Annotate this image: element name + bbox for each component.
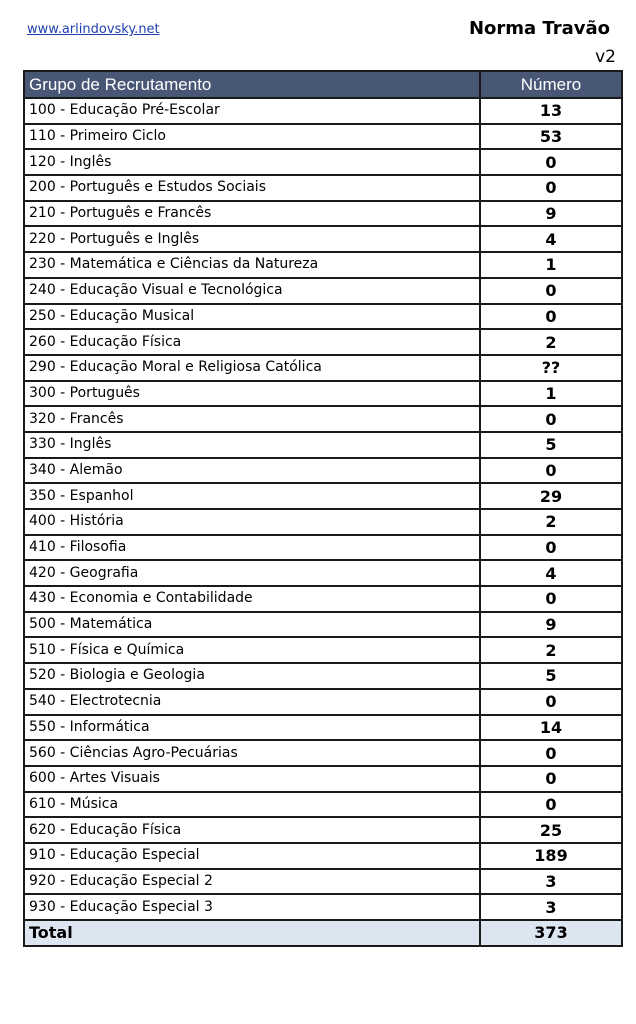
total-value: 373 xyxy=(480,920,622,946)
group-cell: 250 - Educação Musical xyxy=(24,304,480,330)
group-cell: 430 - Economia e Contabilidade xyxy=(24,586,480,612)
number-cell: 0 xyxy=(480,278,622,304)
group-cell: 200 - Português e Estudos Sociais xyxy=(24,175,480,201)
group-cell: 920 - Educação Especial 2 xyxy=(24,869,480,895)
group-cell: 620 - Educação Física xyxy=(24,817,480,843)
column-header-group: Grupo de Recrutamento xyxy=(24,71,480,98)
table-row xyxy=(24,124,622,150)
number-cell: 5 xyxy=(480,432,622,458)
number-cell: 13 xyxy=(480,98,622,124)
group-cell: 110 - Primeiro Ciclo xyxy=(24,124,480,150)
document-title: Norma Travão xyxy=(468,18,610,39)
table-row xyxy=(24,689,622,715)
table-row xyxy=(24,175,622,201)
table-row xyxy=(24,381,622,407)
number-cell: 9 xyxy=(480,201,622,227)
number-cell: 0 xyxy=(480,406,622,432)
number-cell: 25 xyxy=(480,817,622,843)
table-row xyxy=(24,894,622,920)
number-cell: 0 xyxy=(480,740,622,766)
number-cell: 29 xyxy=(480,483,622,509)
table-header-row xyxy=(24,71,622,98)
number-cell: 0 xyxy=(480,535,622,561)
table-row xyxy=(24,560,622,586)
recruitment-table xyxy=(23,70,623,947)
table-row xyxy=(24,432,622,458)
table-row xyxy=(24,201,622,227)
group-cell: 210 - Português e Francês xyxy=(24,201,480,227)
table-row xyxy=(24,869,622,895)
group-cell: 260 - Educação Física xyxy=(24,329,480,355)
group-cell: 560 - Ciências Agro-Pecuárias xyxy=(24,740,480,766)
table-row xyxy=(24,637,622,663)
total-row xyxy=(24,920,622,946)
table-row xyxy=(24,740,622,766)
table-row xyxy=(24,817,622,843)
group-cell: 300 - Português xyxy=(24,381,480,407)
number-cell: 0 xyxy=(480,458,622,484)
group-cell: 230 - Matemática e Ciências da Natureza xyxy=(24,252,480,278)
group-cell: 320 - Francês xyxy=(24,406,480,432)
table-row xyxy=(24,715,622,741)
site-link[interactable]: www.arlindovsky.net xyxy=(27,22,160,37)
number-cell: 4 xyxy=(480,226,622,252)
group-cell: 410 - Filosofia xyxy=(24,535,480,561)
number-cell: 1 xyxy=(480,381,622,407)
number-cell: 4 xyxy=(480,560,622,586)
table-row xyxy=(24,458,622,484)
column-header-number: Número xyxy=(480,71,622,98)
table-row xyxy=(24,304,622,330)
number-cell: 0 xyxy=(480,175,622,201)
number-cell: ?? xyxy=(480,355,622,381)
number-cell: 0 xyxy=(480,586,622,612)
version-label: v2 xyxy=(595,47,616,67)
group-cell: 400 - História xyxy=(24,509,480,535)
table-row xyxy=(24,766,622,792)
group-cell: 500 - Matemática xyxy=(24,612,480,638)
group-cell: 930 - Educação Especial 3 xyxy=(24,894,480,920)
group-cell: 520 - Biologia e Geologia xyxy=(24,663,480,689)
table-row xyxy=(24,509,622,535)
number-cell: 0 xyxy=(480,149,622,175)
number-cell: 53 xyxy=(480,124,622,150)
group-cell: 100 - Educação Pré-Escolar xyxy=(24,98,480,124)
number-cell: 3 xyxy=(480,894,622,920)
table-row xyxy=(24,792,622,818)
number-cell: 189 xyxy=(480,843,622,869)
number-cell: 0 xyxy=(480,304,622,330)
table-row xyxy=(24,612,622,638)
number-cell: 3 xyxy=(480,869,622,895)
group-cell: 340 - Alemão xyxy=(24,458,480,484)
table-row xyxy=(24,329,622,355)
number-cell: 2 xyxy=(480,637,622,663)
table-row xyxy=(24,226,622,252)
group-cell: 240 - Educação Visual e Tecnológica xyxy=(24,278,480,304)
table-row xyxy=(24,663,622,689)
number-cell: 0 xyxy=(480,792,622,818)
group-cell: 120 - Inglês xyxy=(24,149,480,175)
number-cell: 0 xyxy=(480,766,622,792)
number-cell: 1 xyxy=(480,252,622,278)
group-cell: 910 - Educação Especial xyxy=(24,843,480,869)
group-cell: 610 - Música xyxy=(24,792,480,818)
table-row xyxy=(24,483,622,509)
group-cell: 600 - Artes Visuais xyxy=(24,766,480,792)
table-row xyxy=(24,149,622,175)
table-row xyxy=(24,355,622,381)
table-row xyxy=(24,843,622,869)
group-cell: 350 - Espanhol xyxy=(24,483,480,509)
table-row xyxy=(24,535,622,561)
number-cell: 9 xyxy=(480,612,622,638)
table-row xyxy=(24,98,622,124)
group-cell: 550 - Informática xyxy=(24,715,480,741)
group-cell: 330 - Inglês xyxy=(24,432,480,458)
table-row xyxy=(24,406,622,432)
table-row xyxy=(24,252,622,278)
group-cell: 510 - Física e Química xyxy=(24,637,480,663)
group-cell: 290 - Educação Moral e Religiosa Católica xyxy=(24,355,480,381)
total-label: Total xyxy=(24,920,480,946)
number-cell: 2 xyxy=(480,329,622,355)
table-row xyxy=(24,278,622,304)
number-cell: 2 xyxy=(480,509,622,535)
group-cell: 220 - Português e Inglês xyxy=(24,226,480,252)
number-cell: 14 xyxy=(480,715,622,741)
table-row xyxy=(24,586,622,612)
group-cell: 420 - Geografia xyxy=(24,560,480,586)
number-cell: 0 xyxy=(480,689,622,715)
number-cell: 5 xyxy=(480,663,622,689)
group-cell: 540 - Electrotecnia xyxy=(24,689,480,715)
